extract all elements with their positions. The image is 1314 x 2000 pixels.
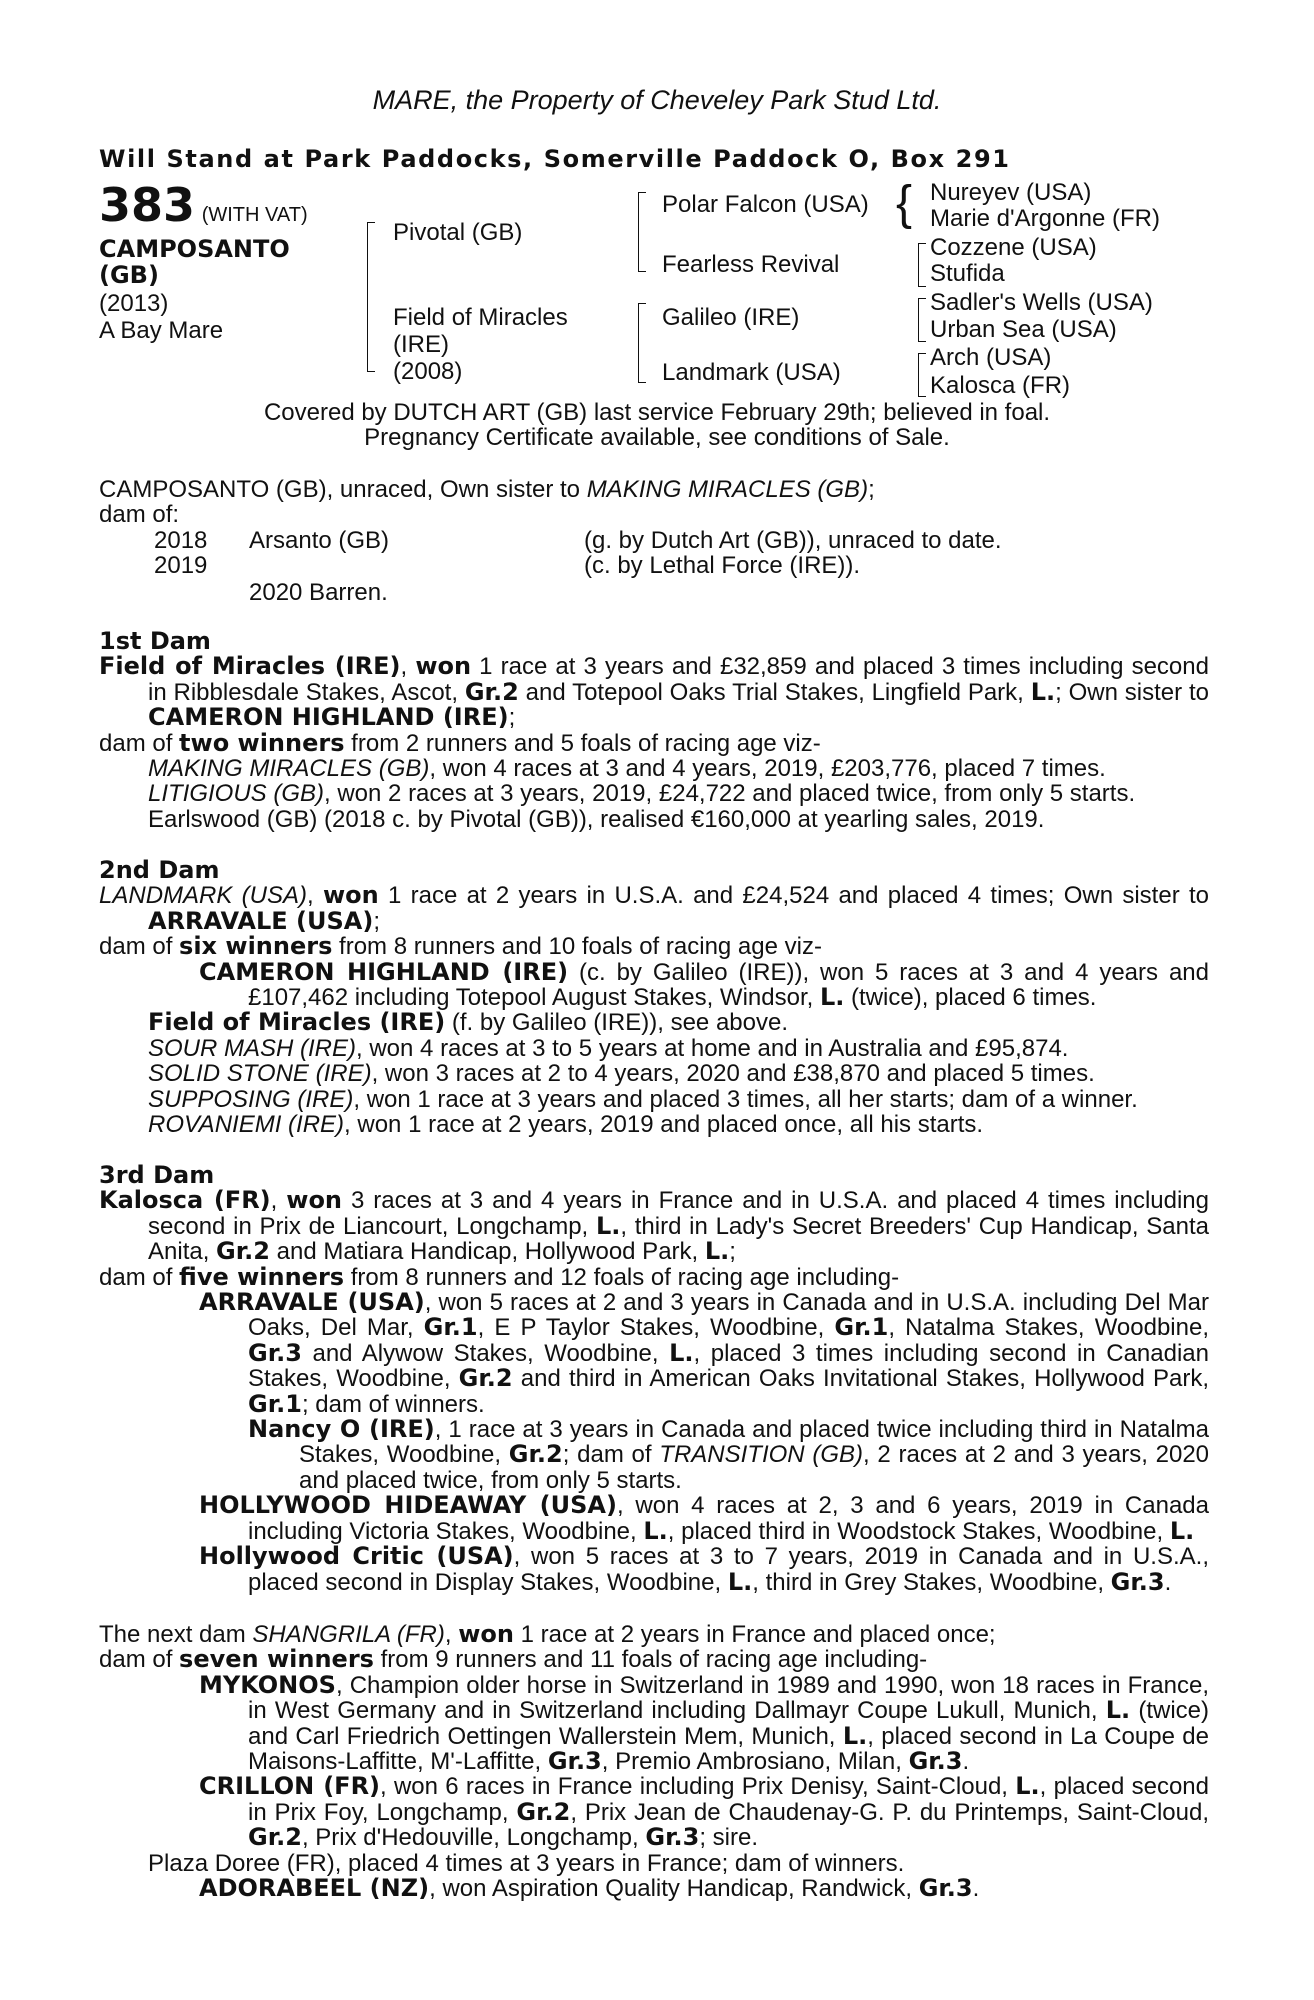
race-text: 1 race at 2 years in France and placed once;	[513, 1621, 996, 1648]
next-dam-summary: The next dam SHANGRILA (FR), won 1 race at 2 years in France and placed once;	[99, 1620, 996, 1648]
produce-row	[99, 528, 1209, 553]
pedigree-sss: Nureyev (USA)	[930, 179, 1092, 206]
progeny-text: .	[962, 1748, 970, 1776]
third-dam-dam-of	[99, 1262, 1209, 1291]
progeny-name: LITIGIOUS (GB)	[148, 780, 325, 808]
race-text: ;	[508, 704, 516, 732]
progeny-text: , won 4 races at 3 and 4 years, 2019, £203,776, placed 7 times.	[429, 755, 1106, 783]
won-label: won	[286, 1186, 343, 1215]
progeny-text: ; sire.	[699, 1824, 758, 1852]
won-label: won	[415, 652, 472, 681]
progeny-text: , Prix d'Hedouville, Longchamp,	[301, 1824, 646, 1852]
dam-of-detail: from 9 runners and 11 foals of racing age including-	[373, 1646, 928, 1674]
third-dam-heading: 3rd Dam	[99, 1161, 215, 1189]
progeny-name: SOLID STONE (IRE)	[148, 1060, 372, 1088]
progeny-name: MAKING MIRACLES (GB)	[148, 755, 430, 783]
won-label: won	[458, 1620, 514, 1648]
pedigree-bracket-sire	[638, 192, 639, 272]
progeny-text: , 1 race at 3 years in Canada and placed twice including third in Natalma Stakes, Woodbine,	[299, 1416, 1209, 1469]
winners-count: six winners	[179, 932, 333, 961]
second-dam-section	[99, 858, 1209, 1137]
pedigree-bracket-dd	[918, 353, 919, 397]
listed-label: L.	[819, 983, 845, 1012]
listed-label: L.	[595, 1211, 621, 1240]
progeny-item	[99, 1774, 1209, 1850]
horse-name: CAMPOSANTO	[99, 235, 290, 263]
progeny-text: , 2 races at 2 and 3 years, 2020 and placed twice, from only 5 starts.	[299, 1441, 1210, 1494]
progeny-name: SUPPOSING (IRE)	[148, 1085, 354, 1113]
progeny-item	[99, 1087, 1209, 1112]
grade-label: Gr.2	[508, 1440, 563, 1469]
progeny-text: , E P Taylor Stakes, Woodbine,	[477, 1314, 835, 1342]
grade-label: Gr.3	[645, 1823, 700, 1852]
progeny-text: , Premio Ambrosiano, Milan,	[601, 1748, 909, 1776]
grade-label: Gr.2	[464, 677, 519, 706]
pedigree-bracket-ds	[918, 298, 919, 342]
pedigree-bracket-sd	[918, 243, 919, 287]
progeny-name: MYKONOS	[199, 1670, 336, 1699]
listed-label: L.	[643, 1516, 668, 1545]
first-dam-summary: Field of Miracles (IRE), won 1 race at 3 years and £32,859 and placed 3 times including second in Ribblesdale Stakes, Ascot, Gr.2 and Totepool Oaks Trial Stakes, Lingfield Park, L.; Own sister to CAMERON HIGHLAND (IRE);	[99, 652, 1209, 732]
location-line: Will Stand at Park Paddocks, Somerville Paddock O, Box 291	[99, 145, 1011, 173]
progeny-name: Field of Miracles (IRE)	[148, 1008, 446, 1037]
lot-number: 383	[99, 178, 196, 232]
listed-label: L.	[1105, 1696, 1131, 1725]
grade-label: Gr.2	[216, 1237, 270, 1266]
race-text: ;	[373, 907, 380, 935]
progeny-item	[99, 1010, 1209, 1035]
grade-label: Gr.2	[516, 1797, 571, 1826]
horse-desc: A Bay Mare	[99, 317, 224, 344]
pedigree-dds: Arch (USA)	[930, 344, 1052, 371]
progeny-text: .	[972, 1875, 980, 1903]
progeny-text: and third in American Oaks Invitational Stakes, Hollywood Park,	[512, 1365, 1209, 1393]
pedigree-sire-sire: Polar Falcon (USA)	[662, 191, 869, 218]
listed-label: L.	[727, 1567, 753, 1596]
race-text: 1 race at 2 years in U.S.A. and £24,524 and placed 4 times; Own sister to	[378, 882, 1209, 910]
winners-count: five winners	[179, 1262, 345, 1291]
progeny-name: ADORABEEL (NZ)	[199, 1874, 430, 1903]
pedigree-ddd: Kalosca (FR)	[930, 372, 1071, 399]
progeny-text: , placed second in La Coupe de Maisons-Laffitte, M'-Laffitte,	[248, 1722, 1209, 1776]
covering-note: Covered by DUTCH ART (GB) last service February 29th; believed in foal.	[263, 399, 1051, 426]
progeny-item	[99, 1036, 1209, 1061]
progeny-text: , Champion older horse in Switzerland in 1989 and 1990, won 18 races in France, in West Germany and in Switzerland including Dallmayr Coupe Lukull, Munich,	[248, 1671, 1209, 1725]
pedigree-bracket-gen1	[367, 222, 368, 372]
progeny-text: , won 1 race at 2 years, 2019 and placed once, all his starts.	[344, 1111, 984, 1139]
progeny-item	[99, 1290, 1209, 1417]
progeny-name: SOUR MASH (IRE)	[148, 1034, 357, 1062]
pedigree-dam-country: (IRE)	[393, 331, 449, 358]
progeny-text: , won 5 races at 3 to 7 years, 2019 in Canada and in U.S.A., placed second in Display Stakes, Woodbine,	[248, 1543, 1209, 1596]
race-text: 3 races at 3 and 4 years in France and in U.S.A. and placed 4 times including second in Prix de Liancourt, Longchamp,	[148, 1187, 1209, 1240]
horse-year: (2013)	[99, 290, 169, 317]
grade-label: Gr.3	[248, 1338, 302, 1367]
brace-icon: {	[896, 177, 913, 230]
produce-name: Arsanto (GB)	[249, 526, 390, 554]
progeny-text: , Natalma Stakes, Woodbine,	[888, 1314, 1210, 1342]
progeny-item	[99, 1061, 1209, 1086]
second-dam-dam-of	[99, 934, 1209, 959]
progeny-name: Hollywood Critic (USA)	[199, 1542, 514, 1571]
grade-label: Gr.1	[248, 1389, 302, 1418]
progeny-name: TRANSITION (GB)	[659, 1441, 864, 1469]
grandprogeny-item	[99, 1417, 1209, 1493]
won-label: won	[322, 881, 379, 910]
progeny-text: , won 5 races at 2 and 3 years in Canada and in U.S.A. including Del Mar Oaks, Del Mar,	[248, 1289, 1209, 1342]
progeny-name: ARRAVALE (USA)	[199, 1288, 425, 1317]
progeny-text: , placed second in Prix Foy, Longchamp,	[248, 1773, 1209, 1826]
listed-label: L.	[1015, 1772, 1040, 1801]
progeny-item: Plaza Doree (FR), placed 4 times at 3 years in France; dam of winners.	[148, 1849, 905, 1877]
progeny-text: (twice) and Carl Friedrich Oettingen Wallerstein Mem, Munich,	[248, 1697, 1209, 1750]
progeny-item: Earlswood (GB) (2018 c. by Pivotal (GB)), realised €160,000 at yearling sales, 2019.	[148, 805, 1045, 833]
produce-sister: MAKING MIRACLES (GB)	[586, 476, 869, 503]
progeny-text: (f. by Galileo (IRE)), see above.	[445, 1009, 788, 1037]
progeny-item	[99, 1544, 1209, 1595]
progeny-item	[99, 1112, 1209, 1137]
race-text: and Matiara Handicap, Hollywood Park,	[269, 1238, 705, 1266]
progeny-text: (c. by Galileo (IRE)), won 5 races at 3 and 4 years and £107,462 including Totepool August Stakes, Windsor,	[248, 958, 1209, 1012]
progeny-name: ROVANIEMI (IRE)	[148, 1111, 345, 1139]
produce-year: 2018	[154, 526, 208, 554]
grade-label: Gr.3	[918, 1874, 973, 1903]
sister-name: ARRAVALE (USA)	[148, 906, 374, 935]
produce-record	[99, 476, 1209, 606]
grade-label: Gr.2	[248, 1823, 302, 1852]
progeny-text: , won 1 race at 3 years and placed 3 times, all her starts; dam of a winner.	[353, 1085, 1138, 1113]
produce-row	[99, 578, 1209, 606]
listed-label: L.	[1169, 1516, 1195, 1545]
progeny-text: .	[1164, 1568, 1172, 1596]
sister-name: CAMERON HIGHLAND (IRE)	[148, 703, 509, 732]
produce-intro-end: ;	[868, 476, 875, 503]
dam-of-label: dam of	[99, 1646, 180, 1674]
dam-of-detail: from 8 runners and 10 foals of racing age viz-	[332, 933, 822, 961]
progeny-item	[99, 756, 1209, 781]
progeny-text: , third in Grey Stakes, Woodbine,	[752, 1568, 1111, 1596]
dam-of-detail: from 8 runners and 12 foals of racing age including-	[344, 1263, 900, 1291]
page-title: MARE, the Property of Cheveley Park Stud Ltd.	[372, 85, 942, 115]
progeny-text: , placed 3 times including second in Canadian Stakes, Woodbine,	[248, 1339, 1209, 1393]
progeny-text: , won 4 races at 2, 3 and 6 years, 2019 in Canada including Victoria Stakes, Woodbine,	[248, 1492, 1209, 1545]
listed-label: L.	[842, 1721, 868, 1750]
progeny-item	[99, 1493, 1209, 1544]
dam-of-detail: from 2 runners and 5 foals of racing age viz-	[344, 729, 821, 757]
lot-block	[99, 180, 308, 230]
listed-label: L.	[704, 1237, 730, 1266]
second-dam-name: LANDMARK (USA)	[99, 882, 307, 910]
race-text: 1 race at 3 years and £32,859 and placed 3 times including second in Ribblesdale Stakes, Ascot,	[148, 653, 1209, 706]
race-text: ; Own sister to	[1055, 678, 1209, 706]
produce-barren: 2020 Barren.	[249, 578, 388, 606]
progeny-text: ; dam of winners.	[301, 1390, 485, 1418]
progeny-text: and Alywow Stakes, Woodbine,	[301, 1339, 670, 1367]
pedigree-dam: Field of Miracles	[393, 304, 568, 331]
progeny-text: , Prix Jean de Chaudenay-G. P. du Printemps, Saint-Cloud,	[570, 1798, 1209, 1826]
progeny-text: , won Aspiration Quality Handicap, Randwick,	[429, 1875, 919, 1903]
produce-year: 2019	[154, 551, 208, 579]
next-dam-dam-of	[99, 1647, 1209, 1672]
third-dam-section	[99, 1163, 1209, 1595]
second-dam-summary: LANDMARK (USA), won 1 race at 2 years in U.S.A. and £24,524 and placed 4 times; Own sister to ARRAVALE (USA);	[99, 881, 1209, 935]
progeny-name: CRILLON (FR)	[199, 1772, 381, 1801]
pedigree-dam-sire: Galileo (IRE)	[662, 304, 800, 331]
pregnancy-note: Pregnancy Certificate available, see conditions of Sale.	[364, 424, 950, 451]
progeny-text: (twice), placed 6 times.	[844, 984, 1097, 1012]
third-dam-summary: Kalosca (FR), won 3 races at 3 and 4 years in France and in U.S.A. and placed 4 times including second in Prix de Liancourt, Longchamp, L., third in Lady's Secret Breeders' Cup Handicap, Santa Anita, Gr.2 and Matiara Handicap, Hollywood Park, L.;	[99, 1186, 1209, 1266]
winners-count: seven winners	[179, 1645, 374, 1674]
dam-of-label: dam of	[99, 1263, 180, 1291]
first-dam-dam-of	[99, 728, 1209, 757]
dam-of-label: dam of	[99, 933, 180, 961]
race-text: ;	[729, 1238, 736, 1266]
listed-label: L.	[669, 1338, 694, 1367]
grade-label: Gr.1	[423, 1313, 478, 1342]
progeny-item	[99, 781, 1209, 806]
pedigree-sire-dam: Fearless Revival	[662, 251, 840, 278]
progeny-name: Nancy O (IRE)	[248, 1415, 435, 1444]
next-dam-intro: The next dam	[99, 1621, 253, 1648]
produce-detail: (c. by Lethal Force (IRE)).	[584, 551, 861, 579]
progeny-text: , won 4 races at 3 to 5 years at home and in Australia and £95,874.	[356, 1034, 1069, 1062]
next-dam-name: SHANGRILA (FR)	[252, 1621, 445, 1648]
next-dam-section	[99, 1622, 1209, 1901]
race-text: , third in Lady's Secret Breeders' Cup Handicap, Santa Anita,	[148, 1212, 1209, 1266]
pedigree-dam-dam: Landmark (USA)	[662, 359, 841, 386]
pedigree-dss: Sadler's Wells (USA)	[930, 289, 1153, 316]
pedigree-dam-year: (2008)	[393, 358, 463, 385]
grade-label: Gr.3	[1110, 1567, 1165, 1596]
produce-row	[99, 553, 1209, 578]
progeny-name: HOLLYWOOD HIDEAWAY (USA)	[199, 1491, 617, 1520]
grade-label: Gr.1	[834, 1313, 889, 1342]
progeny-text: , placed third in Woodstock Stakes, Woodbine,	[667, 1517, 1170, 1545]
progeny-item	[99, 957, 1209, 1012]
progeny-name: CAMERON HIGHLAND (IRE)	[199, 957, 569, 986]
produce-intro: CAMPOSANTO (GB), unraced, Own sister to	[99, 476, 587, 503]
first-dam-section	[99, 629, 1209, 832]
grade-label: Gr.3	[547, 1747, 602, 1776]
dam-of-label: dam of	[99, 729, 180, 757]
pedigree-dsd: Urban Sea (USA)	[930, 316, 1117, 343]
grandprogeny-item	[99, 1876, 1209, 1901]
progeny-text: , won 2 races at 3 years, 2019, £24,722 and placed twice, from only 5 starts.	[324, 780, 1136, 808]
third-dam-name: Kalosca (FR)	[99, 1186, 271, 1215]
first-dam-name: Field of Miracles (IRE)	[99, 652, 401, 681]
first-dam-heading: 1st Dam	[99, 627, 211, 655]
second-dam-heading: 2nd Dam	[99, 856, 220, 884]
horse-country: (GB)	[99, 261, 159, 289]
grade-label: Gr.2	[458, 1364, 513, 1393]
progeny-text: ; dam of	[562, 1441, 660, 1469]
produce-dam-of: dam of:	[99, 501, 180, 529]
grade-label: Gr.3	[908, 1747, 963, 1776]
produce-detail: (g. by Dutch Art (GB)), unraced to date.	[584, 526, 1002, 554]
pedigree-sds: Cozzene (USA)	[930, 234, 1097, 261]
pedigree-bracket-dam	[638, 303, 639, 383]
pedigree-sdd: Stufida	[930, 260, 1005, 287]
vat-label: (WITH VAT)	[201, 204, 308, 226]
listed-label: L.	[1030, 677, 1056, 706]
winners-count: two winners	[179, 728, 345, 757]
progeny-item	[99, 1670, 1209, 1776]
race-text: and Totepool Oaks Trial Stakes, Lingfield Park,	[518, 678, 1031, 706]
pedigree-sire: Pivotal (GB)	[393, 219, 523, 246]
pedigree-ssd: Marie d'Argonne (FR)	[930, 205, 1160, 232]
progeny-text: , won 6 races in France including Prix Denisy, Saint-Cloud,	[380, 1773, 1016, 1801]
progeny-text: , won 3 races at 2 to 4 years, 2020 and £38,870 and placed 5 times.	[371, 1060, 1095, 1088]
